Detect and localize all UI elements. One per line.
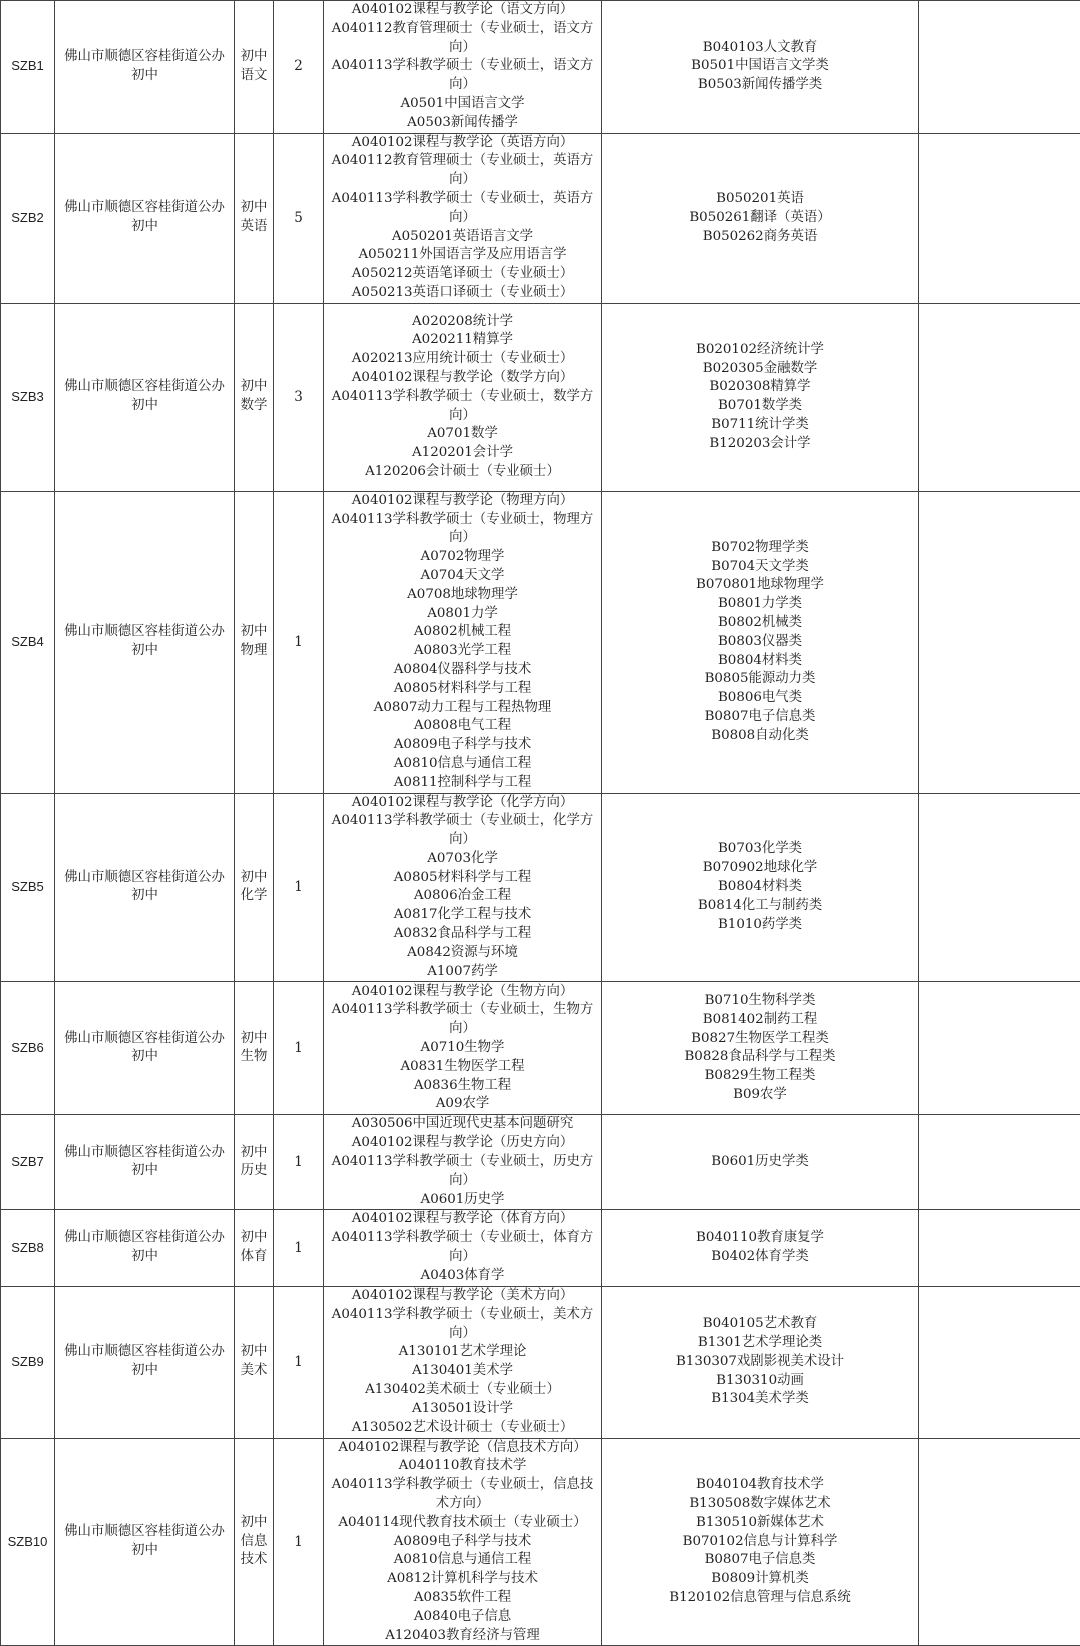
position-code-cell: SZB2 bbox=[1, 133, 55, 303]
postgraduate-major-item: A040102课程与教学论（生物方向） bbox=[330, 983, 595, 1002]
remarks-cell bbox=[919, 1438, 1080, 1646]
postgraduate-major-item: A0810信息与通信工程 bbox=[330, 1551, 595, 1570]
undergraduate-majors-cell bbox=[602, 303, 919, 491]
undergraduate-major-item: B120102信息管理与信息系统 bbox=[608, 1589, 912, 1608]
remarks-cell bbox=[919, 1210, 1080, 1286]
postgraduate-major-item: A050212英语笔译硕士（专业硕士） bbox=[330, 265, 595, 284]
postgraduate-major-item: A040113学科教学硕士（专业硕士，英语方向） bbox=[330, 190, 595, 228]
subject-cell: 初中英语 bbox=[235, 133, 274, 303]
postgraduate-major-item: A0832食品科学与工程 bbox=[330, 925, 595, 944]
table-body bbox=[1, 1, 1080, 1646]
undergraduate-major-item: B0711统计学类 bbox=[608, 416, 912, 435]
position-code-cell: SZB8 bbox=[1, 1210, 55, 1286]
undergraduate-majors-cell bbox=[602, 1, 919, 134]
undergraduate-major-item: B0804材料类 bbox=[608, 652, 912, 671]
employer-unit-cell: 佛山市顺德区容桂街道公办初中 bbox=[55, 1, 235, 134]
undergraduate-major-item: B09农学 bbox=[608, 1086, 912, 1105]
remarks-cell bbox=[919, 1286, 1080, 1438]
employer-unit-cell: 佛山市顺德区容桂街道公办初中 bbox=[55, 1438, 235, 1646]
table-row bbox=[1, 133, 1080, 303]
undergraduate-major-item: B0402体育学类 bbox=[608, 1248, 912, 1267]
table-row bbox=[1, 793, 1080, 982]
postgraduate-major-item: A040112教育管理硕士（专业硕士，语文方向） bbox=[330, 20, 595, 58]
postgraduate-major-item: A0842资源与环境 bbox=[330, 944, 595, 963]
table-row bbox=[1, 1, 1080, 134]
hiring-count-cell: 3 bbox=[274, 303, 324, 491]
postgraduate-major-item: A020213应用统计硕士（专业硕士） bbox=[330, 350, 595, 369]
postgraduate-major-item: A0836生物工程 bbox=[330, 1077, 595, 1096]
postgraduate-major-item: A040114现代教育技术硕士（专业硕士） bbox=[330, 1514, 595, 1533]
postgraduate-major-item: A050211外国语言学及应用语言学 bbox=[330, 246, 595, 265]
undergraduate-major-item: B0808自动化类 bbox=[608, 727, 912, 746]
postgraduate-major-item: A040113学科教学硕士（专业硕士，语文方向） bbox=[330, 57, 595, 95]
undergraduate-major-item: B1304美术学类 bbox=[608, 1390, 912, 1409]
undergraduate-major-item: B070801地球物理学 bbox=[608, 576, 912, 595]
postgraduate-major-item: A020208统计学 bbox=[330, 313, 595, 332]
table-row bbox=[1, 1210, 1080, 1286]
postgraduate-major-item: A040102课程与教学论（语文方向） bbox=[330, 1, 595, 20]
remarks-cell bbox=[919, 491, 1080, 793]
remarks-cell bbox=[919, 133, 1080, 303]
postgraduate-major-item: A040102课程与教学论（物理方向） bbox=[330, 492, 595, 511]
postgraduate-major-item: A0817化学工程与技术 bbox=[330, 906, 595, 925]
table-row bbox=[1, 982, 1080, 1115]
postgraduate-major-item: A040113学科教学硕士（专业硕士，数学方向） bbox=[330, 388, 595, 426]
table-row bbox=[1, 1286, 1080, 1438]
position-code-cell: SZB4 bbox=[1, 491, 55, 793]
undergraduate-major-item: B0828食品科学与工程类 bbox=[608, 1048, 912, 1067]
postgraduate-major-item: A0708地球物理学 bbox=[330, 586, 595, 605]
subject-cell: 初中美术 bbox=[235, 1286, 274, 1438]
postgraduate-major-item: A0835软件工程 bbox=[330, 1589, 595, 1608]
postgraduate-majors-cell bbox=[324, 1438, 602, 1646]
undergraduate-major-item: B0501中国语言文学类 bbox=[608, 57, 912, 76]
undergraduate-major-item: B130307戏剧影视美术设计 bbox=[608, 1353, 912, 1372]
postgraduate-major-item: A040110教育技术学 bbox=[330, 1457, 595, 1476]
postgraduate-major-item: A040102课程与教学论（体育方向） bbox=[330, 1210, 595, 1229]
undergraduate-major-item: B0801力学类 bbox=[608, 595, 912, 614]
postgraduate-major-item: A0403体育学 bbox=[330, 1267, 595, 1286]
postgraduate-major-item: A0811控制科学与工程 bbox=[330, 774, 595, 793]
subject-cell: 初中信息技术 bbox=[235, 1438, 274, 1646]
postgraduate-major-item: A040102课程与教学论（化学方向） bbox=[330, 794, 595, 813]
postgraduate-majors-cell bbox=[324, 1286, 602, 1438]
hiring-count-cell: 5 bbox=[274, 133, 324, 303]
postgraduate-major-item: A0808电气工程 bbox=[330, 717, 595, 736]
postgraduate-major-item: A0801力学 bbox=[330, 605, 595, 624]
postgraduate-major-item: A0840电子信息 bbox=[330, 1608, 595, 1627]
undergraduate-major-item: B0802机械类 bbox=[608, 614, 912, 633]
postgraduate-major-item: A09农学 bbox=[330, 1095, 595, 1114]
employer-unit-cell: 佛山市顺德区容桂街道公办初中 bbox=[55, 491, 235, 793]
hiring-count-cell: 1 bbox=[274, 793, 324, 982]
postgraduate-majors-cell bbox=[324, 303, 602, 491]
undergraduate-major-item: B0805能源动力类 bbox=[608, 670, 912, 689]
employer-unit-cell: 佛山市顺德区容桂街道公办初中 bbox=[55, 1210, 235, 1286]
postgraduate-major-item: A040113学科教学硕士（专业硕士，化学方向） bbox=[330, 812, 595, 850]
undergraduate-major-item: B0814化工与制药类 bbox=[608, 897, 912, 916]
hiring-count-cell: 1 bbox=[274, 1210, 324, 1286]
undergraduate-major-item: B081402制药工程 bbox=[608, 1011, 912, 1030]
postgraduate-major-item: A0809电子科学与技术 bbox=[330, 736, 595, 755]
postgraduate-major-item: A0806冶金工程 bbox=[330, 887, 595, 906]
table-row bbox=[1, 1115, 1080, 1210]
postgraduate-majors-cell bbox=[324, 133, 602, 303]
remarks-cell bbox=[919, 982, 1080, 1115]
position-code-cell: SZB7 bbox=[1, 1115, 55, 1210]
undergraduate-major-item: B0829生物工程类 bbox=[608, 1067, 912, 1086]
postgraduate-major-item: A050201英语语言文学 bbox=[330, 228, 595, 247]
undergraduate-major-item: B130510新媒体艺术 bbox=[608, 1514, 912, 1533]
employer-unit-cell: 佛山市顺德区容桂街道公办初中 bbox=[55, 303, 235, 491]
undergraduate-major-item: B020305金融数学 bbox=[608, 360, 912, 379]
postgraduate-major-item: A040113学科教学硕士（专业硕士，体育方向） bbox=[330, 1229, 595, 1267]
postgraduate-major-item: A120201会计学 bbox=[330, 444, 595, 463]
postgraduate-major-item: A0703化学 bbox=[330, 850, 595, 869]
undergraduate-major-item: B050262商务英语 bbox=[608, 228, 912, 247]
postgraduate-majors-cell bbox=[324, 1115, 602, 1210]
employer-unit-cell: 佛山市顺德区容桂街道公办初中 bbox=[55, 133, 235, 303]
undergraduate-major-item: B1301艺术学理论类 bbox=[608, 1334, 912, 1353]
postgraduate-majors-cell bbox=[324, 1, 602, 134]
undergraduate-majors-cell bbox=[602, 1286, 919, 1438]
undergraduate-major-item: B0703化学类 bbox=[608, 840, 912, 859]
undergraduate-major-item: B130508数字媒体艺术 bbox=[608, 1495, 912, 1514]
undergraduate-major-item: B1010药学类 bbox=[608, 916, 912, 935]
postgraduate-major-item: A0831生物医学工程 bbox=[330, 1058, 595, 1077]
postgraduate-major-item: A040102课程与教学论（美术方向） bbox=[330, 1287, 595, 1306]
postgraduate-major-item: A050213英语口译硕士（专业硕士） bbox=[330, 284, 595, 303]
hiring-count-cell: 1 bbox=[274, 1438, 324, 1646]
undergraduate-majors-cell bbox=[602, 982, 919, 1115]
postgraduate-major-item: A0807动力工程与工程热物理 bbox=[330, 699, 595, 718]
employer-unit-cell: 佛山市顺德区容桂街道公办初中 bbox=[55, 982, 235, 1115]
hiring-count-cell: 2 bbox=[274, 1, 324, 134]
postgraduate-majors-cell bbox=[324, 1210, 602, 1286]
postgraduate-major-item: A040102课程与教学论（历史方向） bbox=[330, 1134, 595, 1153]
postgraduate-major-item: A120206会计硕士（专业硕士） bbox=[330, 463, 595, 482]
undergraduate-majors-cell bbox=[602, 1210, 919, 1286]
postgraduate-major-item: A040102课程与教学论（信息技术方向） bbox=[330, 1439, 595, 1458]
postgraduate-major-item: A0805材料科学与工程 bbox=[330, 680, 595, 699]
undergraduate-major-item: B050261翻译（英语） bbox=[608, 209, 912, 228]
postgraduate-major-item: A0701数学 bbox=[330, 425, 595, 444]
undergraduate-major-item: B0807电子信息类 bbox=[608, 708, 912, 727]
postgraduate-major-item: A040113学科教学硕士（专业硕士，美术方向） bbox=[330, 1306, 595, 1344]
postgraduate-major-item: A040112教育管理硕士（专业硕士，英语方向） bbox=[330, 152, 595, 190]
undergraduate-majors-cell bbox=[602, 793, 919, 982]
table-row bbox=[1, 303, 1080, 491]
subject-cell: 初中体育 bbox=[235, 1210, 274, 1286]
subject-cell: 初中语文 bbox=[235, 1, 274, 134]
undergraduate-major-item: B0704天文学类 bbox=[608, 558, 912, 577]
postgraduate-major-item: A0802机械工程 bbox=[330, 623, 595, 642]
undergraduate-major-item: B040103人文教育 bbox=[608, 39, 912, 58]
undergraduate-major-item: B0804材料类 bbox=[608, 878, 912, 897]
undergraduate-major-item: B0807电子信息类 bbox=[608, 1551, 912, 1570]
postgraduate-major-item: A040102课程与教学论（数学方向） bbox=[330, 369, 595, 388]
subject-cell: 初中生物 bbox=[235, 982, 274, 1115]
undergraduate-major-item: B020102经济统计学 bbox=[608, 341, 912, 360]
remarks-cell bbox=[919, 793, 1080, 982]
remarks-cell bbox=[919, 1115, 1080, 1210]
postgraduate-major-item: A020211精算学 bbox=[330, 331, 595, 350]
subject-cell: 初中历史 bbox=[235, 1115, 274, 1210]
undergraduate-major-item: B0601历史学类 bbox=[608, 1153, 912, 1172]
postgraduate-major-item: A130402美术硕士（专业硕士） bbox=[330, 1381, 595, 1400]
undergraduate-major-item: B0827生物医学工程类 bbox=[608, 1030, 912, 1049]
hiring-count-cell: 1 bbox=[274, 1115, 324, 1210]
undergraduate-major-item: B0710生物科学类 bbox=[608, 992, 912, 1011]
undergraduate-major-item: B070102信息与计算科学 bbox=[608, 1533, 912, 1552]
position-code-cell: SZB3 bbox=[1, 303, 55, 491]
postgraduate-major-item: A040113学科教学硕士（专业硕士，历史方向） bbox=[330, 1153, 595, 1191]
position-code-cell: SZB6 bbox=[1, 982, 55, 1115]
table-row bbox=[1, 1438, 1080, 1646]
postgraduate-major-item: A0803光学工程 bbox=[330, 642, 595, 661]
position-code-cell: SZB9 bbox=[1, 1286, 55, 1438]
employer-unit-cell: 佛山市顺德区容桂街道公办初中 bbox=[55, 1115, 235, 1210]
undergraduate-major-item: B040110教育康复学 bbox=[608, 1229, 912, 1248]
remarks-cell bbox=[919, 303, 1080, 491]
postgraduate-major-item: A1007药学 bbox=[330, 963, 595, 982]
undergraduate-major-item: B050201英语 bbox=[608, 190, 912, 209]
postgraduate-majors-cell bbox=[324, 982, 602, 1115]
postgraduate-major-item: A120403教育经济与管理 bbox=[330, 1627, 595, 1646]
undergraduate-major-item: B0702物理学类 bbox=[608, 539, 912, 558]
postgraduate-major-item: A0702物理学 bbox=[330, 548, 595, 567]
postgraduate-major-item: A0501中国语言文学 bbox=[330, 95, 595, 114]
undergraduate-major-item: B120203会计学 bbox=[608, 435, 912, 454]
postgraduate-major-item: A0601历史学 bbox=[330, 1191, 595, 1210]
postgraduate-major-item: A040113学科教学硕士（专业硕士，物理方向） bbox=[330, 511, 595, 549]
postgraduate-major-item: A130501设计学 bbox=[330, 1400, 595, 1419]
undergraduate-majors-cell bbox=[602, 491, 919, 793]
employer-unit-cell: 佛山市顺德区容桂街道公办初中 bbox=[55, 1286, 235, 1438]
postgraduate-major-item: A040113学科教学硕士（专业硕士，生物方向） bbox=[330, 1001, 595, 1039]
postgraduate-majors-cell bbox=[324, 793, 602, 982]
postgraduate-major-item: A0503新闻传播学 bbox=[330, 114, 595, 133]
postgraduate-major-item: A040113学科教学硕士（专业硕士，信息技术方向） bbox=[330, 1476, 595, 1514]
postgraduate-major-item: A040102课程与教学论（英语方向） bbox=[330, 134, 595, 153]
position-code-cell: SZB1 bbox=[1, 1, 55, 134]
subject-cell: 初中数学 bbox=[235, 303, 274, 491]
undergraduate-majors-cell bbox=[602, 133, 919, 303]
postgraduate-major-item: A030506中国近现代史基本问题研究 bbox=[330, 1115, 595, 1134]
undergraduate-major-item: B130310动画 bbox=[608, 1372, 912, 1391]
postgraduate-major-item: A0804仪器科学与技术 bbox=[330, 661, 595, 680]
subject-cell: 初中化学 bbox=[235, 793, 274, 982]
postgraduate-major-item: A0810信息与通信工程 bbox=[330, 755, 595, 774]
hiring-count-cell: 1 bbox=[274, 491, 324, 793]
postgraduate-majors-cell bbox=[324, 491, 602, 793]
postgraduate-major-item: A0704天文学 bbox=[330, 567, 595, 586]
postgraduate-major-item: A0812计算机科学与技术 bbox=[330, 1570, 595, 1589]
undergraduate-major-item: B0806电气类 bbox=[608, 689, 912, 708]
undergraduate-major-item: B040104教育技术学 bbox=[608, 1476, 912, 1495]
hiring-count-cell: 1 bbox=[274, 982, 324, 1115]
undergraduate-major-item: B040105艺术教育 bbox=[608, 1315, 912, 1334]
postgraduate-major-item: A130101艺术学理论 bbox=[330, 1343, 595, 1362]
undergraduate-major-item: B0701数学类 bbox=[608, 397, 912, 416]
hiring-count-cell: 1 bbox=[274, 1286, 324, 1438]
undergraduate-majors-cell bbox=[602, 1438, 919, 1646]
postgraduate-major-item: A130401美术学 bbox=[330, 1362, 595, 1381]
position-code-cell: SZB5 bbox=[1, 793, 55, 982]
subject-cell: 初中物理 bbox=[235, 491, 274, 793]
postgraduate-major-item: A0809电子科学与技术 bbox=[330, 1533, 595, 1552]
undergraduate-major-item: B020308精算学 bbox=[608, 378, 912, 397]
postgraduate-major-item: A0805材料科学与工程 bbox=[330, 869, 595, 888]
postgraduate-major-item: A130502艺术设计硕士（专业硕士） bbox=[330, 1419, 595, 1438]
undergraduate-major-item: B0803仪器类 bbox=[608, 633, 912, 652]
undergraduate-majors-cell bbox=[602, 1115, 919, 1210]
remarks-cell bbox=[919, 1, 1080, 134]
postgraduate-major-item: A0710生物学 bbox=[330, 1039, 595, 1058]
position-code-cell: SZB10 bbox=[1, 1438, 55, 1646]
undergraduate-major-item: B070902地球化学 bbox=[608, 859, 912, 878]
undergraduate-major-item: B0809计算机类 bbox=[608, 1570, 912, 1589]
undergraduate-major-item: B0503新闻传播学类 bbox=[608, 76, 912, 95]
table-row bbox=[1, 491, 1080, 793]
employer-unit-cell: 佛山市顺德区容桂街道公办初中 bbox=[55, 793, 235, 982]
